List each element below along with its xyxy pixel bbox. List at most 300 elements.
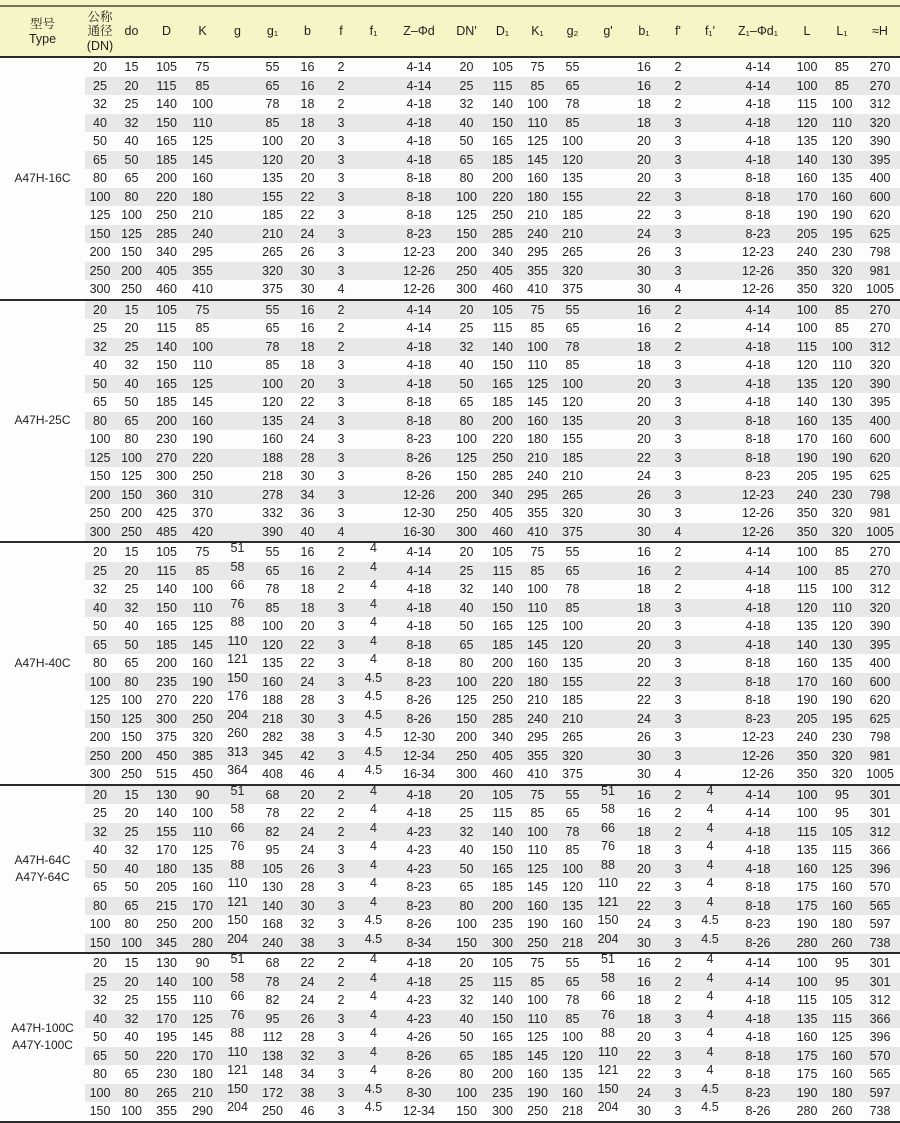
cell-dn: 32 [93, 97, 107, 111]
cell-z1d1: 8-18 [745, 880, 771, 894]
cell-L: 115 [797, 993, 817, 1007]
cell-D: 235 [148, 673, 185, 692]
cell-g1: 78 [255, 338, 290, 357]
table-row [0, 953, 900, 973]
cell-g [220, 375, 255, 394]
cell-z1d1: 4-14 [726, 953, 790, 973]
cell-do: 125 [115, 225, 148, 244]
cell-D: 195 [156, 1030, 177, 1044]
cell-g2: 185 [562, 208, 583, 222]
cell-K: 110 [185, 599, 220, 618]
cell-f1p [694, 225, 726, 244]
cell-b: 16 [300, 321, 315, 335]
cell-g1: 188 [255, 449, 290, 468]
cell-z1d1: 8-23 [726, 1084, 790, 1103]
cell-zd: 4-18 [390, 375, 448, 394]
cell-L1: 160 [824, 188, 860, 207]
cell-f: 3 [337, 730, 345, 744]
cell-L: 135 [796, 134, 818, 148]
cell-b1: 18 [626, 599, 662, 618]
table-row [0, 338, 900, 357]
cell-g1: 65 [255, 562, 290, 581]
cell-H: 270 [869, 321, 891, 335]
cell-fp: 2 [674, 582, 682, 596]
cell-D: 405 [148, 262, 185, 281]
cell-D: 105 [156, 60, 177, 74]
cell-do: 250 [121, 767, 142, 781]
cell-K: 210 [185, 1084, 220, 1103]
cell-D1: 405 [492, 506, 513, 520]
cell-L1: 195 [831, 469, 853, 483]
cell-zd: 8-26 [406, 693, 432, 707]
cell-K: 110 [192, 358, 213, 372]
cell-f: 2 [325, 338, 357, 357]
cell-g2: 55 [555, 542, 590, 562]
cell-K: 160 [192, 880, 213, 894]
cell-K: 110 [185, 823, 220, 842]
cell-do: 200 [115, 262, 148, 281]
cell-f: 3 [337, 245, 345, 259]
cell-f1p [694, 562, 726, 581]
cell-g1: 65 [265, 321, 280, 335]
cell-L1: 195 [824, 225, 860, 244]
cell-K: 180 [192, 1067, 213, 1081]
cell-b: 22 [290, 953, 325, 973]
cell-b1: 26 [637, 730, 651, 744]
cell-f1 [357, 412, 390, 431]
cell-L1: 95 [835, 806, 849, 820]
cell-do: 80 [124, 432, 139, 446]
cell-g1: 160 [262, 432, 283, 446]
cell-L: 190 [790, 1084, 824, 1103]
cell-K1: 75 [520, 953, 555, 973]
cell-fp: 3 [662, 486, 694, 505]
cell-f: 3 [325, 114, 357, 133]
cell-do: 125 [121, 469, 142, 483]
cell-D: 130 [148, 785, 185, 805]
cell-fp: 3 [674, 245, 682, 259]
cell-f1: 4 [370, 804, 377, 816]
cell-z1d1: 8-18 [745, 693, 771, 707]
cell-L: 120 [790, 599, 824, 618]
cell-g2: 375 [562, 767, 583, 781]
cell-f1p: 4 [706, 1028, 714, 1040]
cell-K: 410 [192, 282, 213, 296]
cell-dn2: 50 [448, 375, 485, 394]
cell-fp: 4 [662, 523, 694, 543]
cell-fp: 3 [662, 1047, 694, 1066]
cell-b1: 16 [637, 60, 651, 74]
cell-fp: 3 [662, 897, 694, 916]
cell-f1p: 4 [706, 991, 714, 1003]
cell-L: 205 [796, 469, 818, 483]
cell-do: 100 [121, 1104, 142, 1118]
table-row [0, 823, 900, 842]
cell-K: 110 [192, 993, 213, 1007]
cell-dn2: 150 [456, 1104, 477, 1118]
cell-D: 140 [156, 582, 177, 596]
type-label: A47H-64C A47Y-64C [0, 785, 85, 954]
cell-D: 265 [148, 1084, 185, 1103]
cell-K: 90 [185, 785, 220, 805]
cell-f1 [357, 225, 390, 244]
cell-b: 18 [300, 97, 315, 111]
cell-f: 2 [325, 562, 357, 581]
cell-D1: 115 [492, 806, 513, 820]
cell-D1: 200 [485, 412, 520, 431]
cell-H: 400 [869, 656, 891, 670]
cell-f1p: 4 [694, 1047, 726, 1066]
cell-D: 165 [156, 134, 177, 148]
cell-z1d1: 8-26 [726, 934, 790, 954]
cell-f1: 4.5 [364, 691, 383, 703]
cell-L: 100 [790, 77, 824, 96]
column-header-dn2: DN' [448, 7, 485, 57]
cell-gp [590, 206, 626, 225]
cell-fp: 2 [662, 953, 694, 973]
cell-L: 140 [790, 636, 824, 655]
cell-K: 75 [185, 542, 220, 562]
cell-f1p [694, 393, 726, 412]
cell-b: 20 [290, 785, 325, 805]
cell-dn2: 20 [448, 953, 485, 973]
cell-dn: 25 [93, 806, 107, 820]
cell-L: 100 [790, 785, 824, 805]
cell-L1: 95 [824, 785, 860, 805]
cell-b1: 20 [637, 432, 651, 446]
cell-D: 355 [156, 1104, 177, 1118]
cell-fp: 3 [674, 880, 682, 894]
cell-D1: 185 [492, 395, 513, 409]
cell-z1d1: 4-18 [745, 993, 771, 1007]
cell-dn: 200 [89, 730, 111, 744]
cell-H: 570 [860, 1047, 900, 1066]
cell-f1 [357, 262, 390, 281]
cell-f1: 4.5 [357, 673, 390, 692]
cell-b: 18 [300, 358, 315, 372]
cell-gp [590, 430, 626, 449]
cell-gp [590, 225, 626, 244]
cell-g1: 78 [265, 806, 280, 820]
cell-f1: 4.5 [357, 934, 390, 954]
cell-gp [590, 280, 626, 300]
cell-K: 160 [192, 656, 213, 670]
cell-gp [590, 523, 626, 543]
cell-g: 110 [220, 1047, 255, 1066]
cell-g1: 265 [262, 245, 283, 259]
cell-f1 [357, 338, 390, 357]
cell-z1d1: 4-14 [726, 785, 790, 805]
cell-D1: 460 [492, 767, 513, 781]
cell-D1: 200 [492, 1067, 513, 1081]
cell-do: 32 [124, 358, 139, 372]
cell-K1: 125 [520, 860, 555, 879]
cell-b1: 18 [626, 1010, 662, 1029]
cell-K1: 100 [527, 582, 548, 596]
cell-g2: 135 [555, 897, 590, 916]
cell-H: 620 [869, 208, 891, 222]
cell-dn2: 250 [448, 747, 485, 766]
cell-g2: 65 [565, 806, 580, 820]
cell-do: 20 [115, 973, 148, 992]
cell-g1: 100 [262, 134, 283, 148]
cell-f1: 4.5 [364, 765, 383, 777]
cell-D: 270 [148, 449, 185, 468]
cell-D: 115 [148, 562, 185, 581]
cell-L: 240 [796, 245, 818, 259]
cell-dn: 50 [93, 1030, 107, 1044]
cell-z1d1: 12-26 [742, 767, 774, 781]
cell-K1: 180 [520, 188, 555, 207]
cell-g [220, 243, 255, 262]
cell-g2: 55 [555, 953, 590, 973]
cell-gp [590, 504, 626, 523]
cell-b1: 20 [626, 412, 662, 431]
cell-g1: 185 [262, 208, 283, 222]
cell-L1: 125 [831, 1030, 853, 1044]
cell-b1: 22 [637, 880, 651, 894]
table-row [0, 375, 900, 394]
cell-zd: 8-26 [406, 469, 432, 483]
cell-K: 320 [192, 730, 213, 744]
cell-b1: 30 [626, 523, 662, 543]
cell-f1p [694, 243, 726, 262]
table-row [0, 915, 900, 934]
cell-gp [590, 747, 626, 766]
cell-gp [590, 356, 626, 375]
cell-fp: 2 [662, 973, 694, 992]
cell-gp [590, 169, 626, 188]
cell-fp: 3 [662, 636, 694, 655]
cell-g1: 160 [255, 673, 290, 692]
cell-gp [590, 542, 626, 562]
cell-L1: 120 [831, 134, 853, 148]
cell-L: 190 [796, 208, 818, 222]
cell-f1: 4 [357, 1010, 390, 1029]
cell-L1: 230 [831, 730, 853, 744]
cell-g2: 78 [565, 993, 580, 1007]
cell-f1 [357, 188, 390, 207]
cell-z1d1: 8-23 [745, 917, 771, 931]
cell-b: 24 [300, 432, 315, 446]
cell-f1p [694, 728, 726, 747]
cell-D: 220 [148, 1047, 185, 1066]
cell-D: 170 [148, 1010, 185, 1029]
cell-dn2: 80 [448, 897, 485, 916]
cell-b: 38 [290, 1084, 325, 1103]
cell-gp [590, 132, 626, 151]
cell-K1: 190 [527, 917, 548, 931]
cell-dn2: 65 [459, 395, 474, 409]
cell-g2: 85 [555, 114, 590, 133]
cell-g [220, 449, 255, 468]
cell-b: 28 [300, 1030, 315, 1044]
cell-do: 15 [115, 953, 148, 973]
cell-zd: 4-18 [406, 134, 432, 148]
cell-L: 350 [796, 506, 818, 520]
cell-g: 88 [230, 1028, 245, 1040]
cell-g: 204 [220, 710, 255, 729]
table-row [0, 785, 900, 805]
cell-L: 160 [790, 412, 824, 431]
cell-D1: 340 [492, 730, 513, 744]
cell-g: 88 [220, 860, 255, 879]
cell-K1: 355 [520, 747, 555, 766]
cell-gp [590, 728, 626, 747]
column-header-gp: g' [590, 7, 626, 57]
cell-L: 170 [790, 188, 824, 207]
cell-b: 40 [290, 523, 325, 543]
cell-g2: 135 [562, 171, 583, 185]
cell-b: 20 [300, 134, 315, 148]
cell-L1: 85 [824, 542, 860, 562]
cell-b: 24 [290, 973, 325, 992]
cell-do: 20 [115, 77, 148, 96]
cell-gp [590, 636, 626, 655]
cell-zd: 4-23 [406, 993, 432, 1007]
cell-L: 280 [790, 934, 824, 954]
cell-zd: 4-18 [406, 97, 432, 111]
cell-L: 170 [790, 673, 824, 692]
cell-b: 24 [290, 412, 325, 431]
table-row [0, 319, 900, 338]
cell-f1 [357, 319, 390, 338]
cell-f: 3 [337, 880, 345, 894]
cell-z1d1: 4-18 [745, 619, 771, 633]
cell-f: 2 [325, 973, 357, 992]
cell-f1: 4 [370, 580, 377, 592]
column-header-f1p: f₁' [694, 7, 726, 57]
cell-D: 230 [156, 432, 177, 446]
cell-f: 3 [325, 860, 357, 879]
cell-do: 50 [115, 1047, 148, 1066]
cell-do: 32 [115, 1010, 148, 1029]
cell-g: 150 [220, 1084, 255, 1103]
cell-L: 135 [790, 375, 824, 394]
cell-L1: 180 [831, 917, 853, 931]
cell-L1: 105 [831, 993, 853, 1007]
cell-f1p [694, 338, 726, 357]
cell-g2: 120 [562, 880, 583, 894]
cell-L1: 100 [831, 582, 853, 596]
cell-D: 140 [148, 973, 185, 992]
cell-gp: 110 [590, 1047, 626, 1066]
cell-z1d1: 8-18 [745, 432, 771, 446]
cell-K1: 355 [520, 262, 555, 281]
cell-b1: 20 [637, 656, 651, 670]
cell-D: 170 [156, 843, 177, 857]
cell-z1d1: 4-18 [726, 823, 790, 842]
cell-b1: 30 [637, 506, 651, 520]
cell-K: 100 [192, 806, 213, 820]
cell-g1: 105 [255, 860, 290, 879]
cell-b: 32 [290, 1047, 325, 1066]
cell-K1: 210 [527, 208, 548, 222]
table-row [0, 430, 900, 449]
cell-do: 20 [124, 321, 139, 335]
cell-z1d1: 4-18 [726, 636, 790, 655]
cell-H: 301 [860, 973, 900, 992]
cell-gp: 121 [597, 1065, 619, 1077]
cell-gp [590, 188, 626, 207]
cell-K1: 355 [527, 506, 548, 520]
cell-D1: 165 [492, 619, 513, 633]
cell-f1 [357, 467, 390, 486]
cell-g2: 65 [555, 973, 590, 992]
column-header-K: K [185, 7, 220, 57]
cell-dn: 25 [85, 77, 115, 96]
cell-D: 200 [148, 412, 185, 431]
cell-b1: 20 [626, 860, 662, 879]
cell-fp: 4 [674, 767, 682, 781]
cell-g1: 138 [255, 1047, 290, 1066]
cell-g2: 120 [555, 636, 590, 655]
cell-gp [590, 580, 626, 599]
cell-f1p: 4.5 [701, 1102, 719, 1114]
cell-dn: 250 [85, 747, 115, 766]
cell-D: 180 [148, 860, 185, 879]
cell-dn: 50 [93, 619, 107, 633]
cell-g [220, 57, 255, 77]
cell-z1d1: 4-14 [726, 542, 790, 562]
cell-D1: 115 [485, 562, 520, 581]
cell-f1p [694, 77, 726, 96]
cell-dn: 150 [89, 469, 111, 483]
cell-b: 24 [300, 993, 315, 1007]
cell-f1: 4 [357, 542, 390, 562]
column-header-f1: f₁ [357, 7, 390, 57]
table-row [0, 95, 900, 114]
cell-b: 30 [300, 282, 315, 296]
cell-fp: 3 [674, 730, 682, 744]
cell-K1: 100 [520, 338, 555, 357]
table-row [0, 562, 900, 581]
cell-g2: 85 [565, 358, 580, 372]
cell-f1: 4 [357, 599, 390, 618]
column-header-z1d1: Z₁–Φd₁ [726, 7, 790, 57]
cell-fp: 3 [674, 358, 682, 372]
cell-dn2: 65 [459, 880, 474, 894]
cell-f: 4 [325, 523, 357, 543]
cell-D: 200 [156, 656, 177, 670]
cell-fp: 2 [674, 321, 682, 335]
cell-K1: 250 [527, 1104, 548, 1118]
cell-L1: 160 [831, 432, 853, 446]
cell-g [220, 486, 255, 505]
cell-L1: 135 [831, 171, 853, 185]
cell-fp: 2 [674, 97, 682, 111]
type-label: A47H-25C [0, 300, 85, 543]
cell-zd: 12-34 [403, 1104, 435, 1118]
cell-g [220, 412, 255, 431]
cell-z1d1: 8-18 [726, 188, 790, 207]
cell-D1: 460 [485, 523, 520, 543]
cell-zd: 4-18 [406, 358, 432, 372]
cell-f: 3 [325, 710, 357, 729]
cell-do: 65 [124, 171, 139, 185]
cell-do: 15 [124, 60, 139, 74]
cell-b: 20 [290, 151, 325, 170]
cell-g1: 240 [255, 934, 290, 954]
cell-H: 270 [860, 542, 900, 562]
cell-f: 3 [325, 673, 357, 692]
cell-L: 280 [796, 1104, 818, 1118]
cell-fp: 3 [674, 917, 682, 931]
cell-K: 170 [185, 1047, 220, 1066]
column-header-do: do [115, 7, 148, 57]
cell-g2: 55 [565, 60, 580, 74]
cell-b1: 18 [626, 114, 662, 133]
